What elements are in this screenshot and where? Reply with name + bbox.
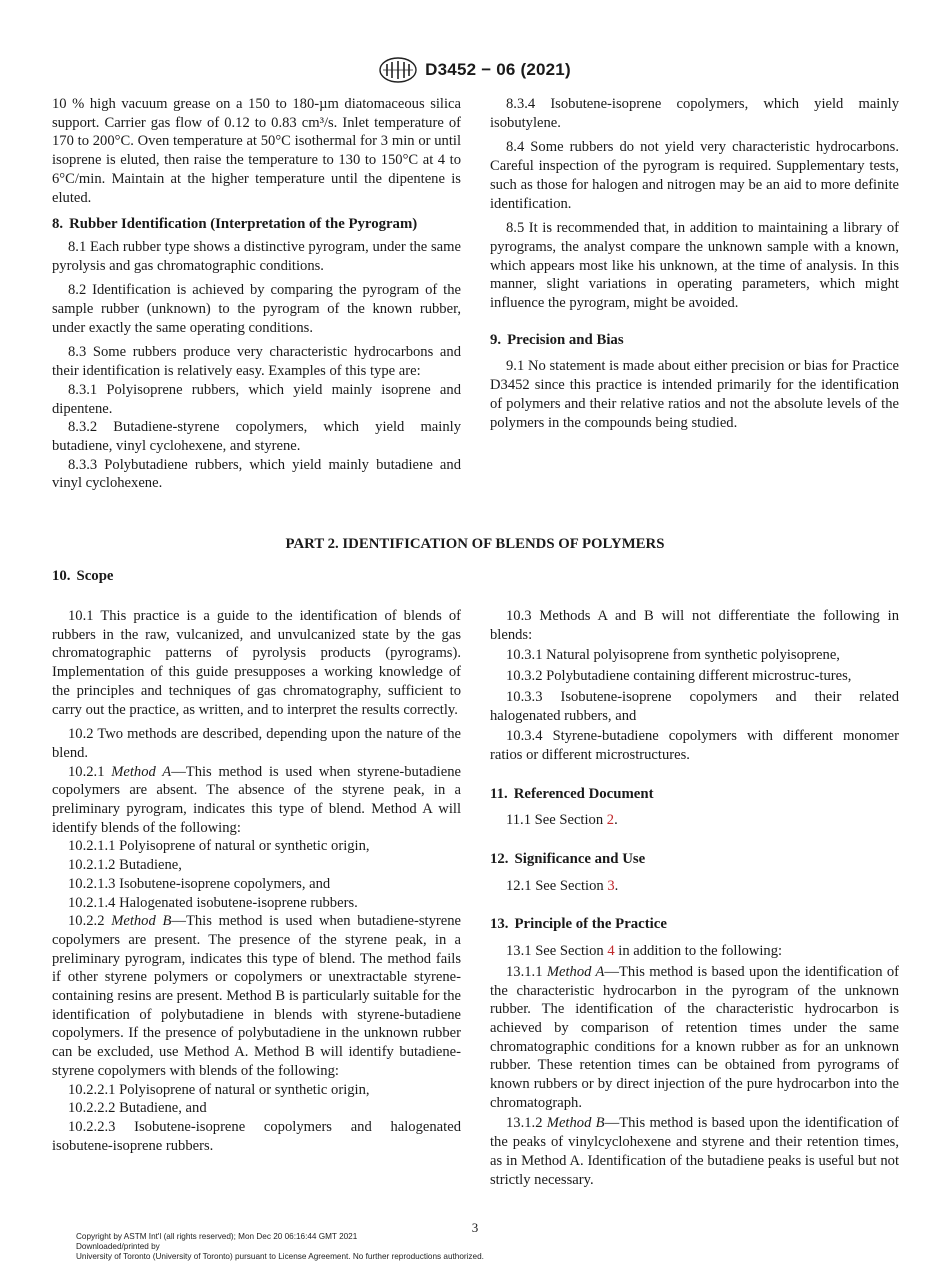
paragraph: 10.2.1.3 Isobutene-isoprene copolymers, and: [68, 875, 331, 892]
paragraph-number: 13.1.1: [506, 963, 543, 980]
section-10-heading: [52, 567, 114, 585]
paragraph-text: —This method is used when styrene-butadiene copolymers are absent. The absence of the styrene peak, in a preliminary pyrogram, indicates this type of blend. Method A will identify blends of the following:: [52, 763, 461, 836]
paragraph: 11.1 See Section 2.: [506, 812, 618, 829]
section-12-heading: [490, 850, 899, 869]
standard-designation: D3452 − 06 (2021): [425, 60, 571, 79]
page-number: 3: [471, 1220, 479, 1235]
paragraph: 10.3.2 Polybutadiene containing different microstruc-tures,: [506, 668, 852, 685]
method-label: Method B: [546, 1115, 605, 1132]
paragraph: 10.2.1.1 Polyisoprene of natural or synthetic origin,: [68, 838, 370, 855]
paragraph-text: 13.1 See Section: [506, 943, 608, 960]
paragraph: 10.3.3 Isobutene-isoprene copolymers and their related halogenated rubbers, and: [490, 688, 899, 724]
paragraph-text: 11.1 See Section: [506, 812, 607, 829]
section-number: 11.: [490, 785, 508, 802]
paragraph: 10.3.1 Natural polyisoprene from synthetic polyisoprene,: [506, 647, 840, 664]
section-11-heading: [490, 785, 899, 804]
paragraph: 8.3 Some rubbers produce very characteristic hydrocarbons and their identification is relatively easy. Examples of this type are:: [52, 344, 461, 380]
paragraph: 10.2.2.1 Polyisoprene of natural or synthetic origin,: [68, 1081, 370, 1098]
paragraph: 8.4 Some rubbers do not yield very characteristic hydrocarbons. Careful inspection of the pyrogram is required. Supplementary tests, such as those for halogen and nitrogen may be an aid to more definite identification.: [490, 139, 899, 212]
paragraph: [490, 1114, 899, 1189]
paragraph: 10.2 Two methods are described, depending upon the nature of the blend.: [52, 726, 461, 761]
part-heading: PART 2. IDENTIFICATION OF BLENDS OF POLYMERS: [285, 536, 665, 552]
paragraph-number: 10.2.2: [68, 913, 105, 930]
bottom-left-column: [52, 607, 461, 1155]
paragraph: 9.1 No statement is made about either precision or bias for Practice D3452 since this practice is intended primarily for the identification of polymers and their relative ratios and not the absolute levels of the polymers in the compounds being studied.: [490, 358, 899, 431]
paragraph: 8.3.3 Polybutadiene rubbers, which yield mainly butadiene and vinyl cyclohexene.: [52, 456, 461, 492]
paragraph: 10.3 Methods A and B will not differentiate the following in blends:: [490, 608, 899, 643]
paragraph: 8.2 Identification is achieved by comparing the pyrogram of the sample rubber (unknown) to the pyrogram of the known rubber, under exactly the same operating conditions.: [52, 282, 461, 336]
section-title: Scope: [76, 568, 114, 584]
section-title: Precision and Bias: [507, 331, 624, 348]
section-title: Significance and Use: [514, 851, 646, 868]
paragraph: 10.2.1.4 Halogenated isobutene-isoprene rubbers.: [68, 894, 358, 911]
paragraph: 10.2.2.2 Butadiene, and: [68, 1100, 207, 1117]
section-title: Principle of the Practice: [514, 916, 667, 933]
footer-line: Downloaded/printed by: [76, 1242, 160, 1252]
section-number: 10.: [52, 568, 71, 584]
paragraph: 10.1 This practice is a guide to the identification of blends of rubbers in the raw, vulcanized, and unvulcanized state by the gas chromatographic patterns of pyrolysis products (pyrograms). Implementation of this guide presupposes a working knowledge of the principles and techniques of gas chromatography, sufficient to carry out the practice, as written, and to interpret the results correctly.: [52, 608, 461, 718]
paragraph-number: 13.1.2: [506, 1115, 543, 1132]
paragraph: 8.3.4 Isobutene-isoprene copolymers, which yield mainly isobutylene.: [490, 96, 899, 131]
section-8-heading: [52, 215, 461, 234]
method-label: Method A: [111, 763, 172, 780]
section-number: 13.: [490, 916, 509, 933]
paragraph: 12.1 See Section 3.: [506, 877, 619, 894]
paragraph: 10 % high vacuum grease on a 150 to 180-µm diatomaceous silica support. Carrier gas flow of 0.12 to 0.83 cm³/s. Inlet temperature of 170 to 200°C. Oven temperature at 50°C isothermal for 3 min or until isoprene is eluted, then raise the temperature to 130 to 150°C at 4 to 6°C/min. Maintain at the higher temperature until the dipentene is eluted.: [52, 96, 461, 206]
paragraph-text: —This method is based upon the identification of the characteristic hydrocarbon in the pyrogram of the unknown rubber. The identification of the characteristic hydrocarbon is achieved by comparison of retention times under the same chromatographic conditions for a known rubber as for an unknown rubber. These retention times can be obtained from pyrograms of known rubbers or by direct injection of the pure hydrocarbon into the chromatograph.: [490, 963, 900, 1111]
method-label: Method A: [546, 963, 605, 980]
paragraph: [490, 942, 899, 961]
copyright-footer: [76, 1232, 876, 1263]
method-label: Method B: [111, 913, 172, 930]
paragraph-text: —This method is used when butadiene-styrene copolymers are present. The presence of the styrene peak, in a preliminary pyrogram, indicates this type of blend. The method fails if other styrene polymers or copolymers or unextractable styrene-containing resins are present. Method B is particularly suitable for the identification of polybutadiene in blends with styrene-butadiene copolymers. If the presence of polybutadiene in the unknown rubber can be excluded, use Method A. Method B will identify butadiene-styrene copolymers with blends of the following:: [52, 913, 461, 1079]
paragraph: 10.2.1.2 Butadiene,: [68, 857, 182, 874]
section-link[interactable]: 4: [607, 943, 615, 960]
paragraph: 8.3.1 Polyisoprene rubbers, which yield mainly isoprene and dipentene.: [52, 381, 461, 417]
paragraph-text: in addition to the following:: [614, 943, 783, 960]
footer-line: University of Toronto (University of Toronto) pursuant to License Agreement. No further reproductions authorized.: [76, 1252, 484, 1262]
footer-line: Copyright by ASTM Int'l (all rights reserved); Mon Dec 20 06:16:44 GMT 2021: [76, 1232, 358, 1241]
paragraph: [490, 963, 899, 1113]
paragraph-number: 10.2.1: [68, 763, 105, 780]
section-9-heading: [490, 331, 899, 350]
paragraph: 8.3.2 Butadiene-styrene copolymers, which yield mainly butadiene, vinyl cyclohexene, and styrene.: [52, 419, 461, 454]
bottom-right-column: [490, 607, 899, 1189]
section-number: 8.: [52, 216, 64, 233]
section-link[interactable]: 3: [607, 877, 615, 894]
paragraph: 8.5 It is recommended that, in addition to maintaining a library of pyrograms, the analyst compare the unknown sample with a known, which appears most like his unknown, at the time of analysis. In this manner, slight variations in operating parameters, which might influence the pyrogram, might be avoided.: [490, 220, 899, 312]
paragraph: [52, 763, 461, 838]
paragraph-text: 12.1 See Section: [506, 877, 608, 894]
paragraph-text: —This method is based upon the identification of the peaks of vinylcyclohexene and styrene and their retention times, as in Method A. Identification of the butadiene peaks is useful but not strictly necessary.: [490, 1115, 899, 1188]
top-left-column: [52, 95, 461, 493]
section-title: Rubber Identification (Interpretation of the Pyrogram): [69, 216, 418, 233]
section-link[interactable]: 2: [606, 812, 615, 829]
paragraph: 8.1 Each rubber type shows a distinctive pyrogram, under the same pyrolysis and gas chromatographic conditions.: [52, 238, 461, 274]
section-title: Referenced Document: [513, 785, 654, 802]
paragraph: 10.3.4 Styrene-butadiene copolymers with different monomer ratios or different microstructures.: [490, 728, 899, 763]
section-number: 12.: [490, 851, 509, 868]
page-header: [0, 56, 950, 84]
astm-logo-icon: [379, 57, 417, 83]
paragraph: 10.2.2.3 Isobutene-isoprene copolymers and halogenated isobutene-isoprene rubbers.: [52, 1118, 461, 1154]
section-number: 9.: [490, 331, 502, 348]
top-right-column: [490, 95, 899, 432]
section-13-heading: [490, 915, 899, 934]
paragraph: [52, 912, 461, 1080]
